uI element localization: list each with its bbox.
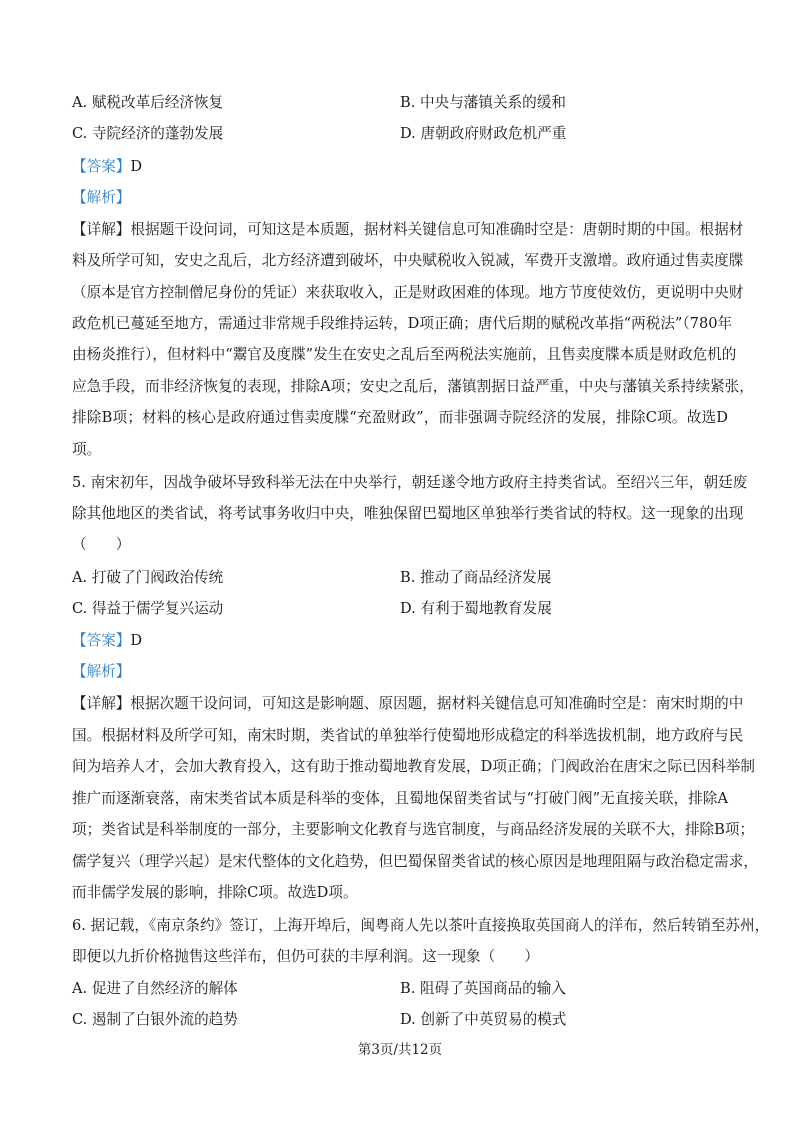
q4-analysis-tag: 【解析】 bbox=[72, 189, 131, 206]
q4-answer bbox=[72, 157, 728, 177]
q6-option-c: C. 遏制了白银外流的趋势 bbox=[72, 1011, 238, 1028]
answer-tag: 【答案】 bbox=[72, 158, 131, 175]
q4-detail-line: 政危机已蔓延至地方，需通过非常规手段维持运转，D项正确；唐代后期的赋税改革指“两税法”（780年 bbox=[72, 315, 733, 332]
answer-value: D bbox=[130, 158, 143, 175]
q5-detail-line: 推广而逐渐衰落，南宋类省试本质是科举的变体，且蜀地保留类省试与“打破门阀”无直接关联，排除A bbox=[72, 790, 728, 807]
q4-detail-line: 由杨炎推行），但材料中“鬻官及度牒”发生在安史之乱后至两税法实施前，且售卖度牒本质是财政危机的 bbox=[72, 346, 737, 363]
q5-stem-line: 除其他地区的类省试，将考试事务收归中央，唯独保留巴蜀地区单独举行类省试的特权。这一现象的出现 bbox=[72, 505, 744, 522]
q5-detail-line bbox=[72, 694, 744, 714]
q4-detail-line: 项。 bbox=[72, 441, 102, 458]
q6-stem-line: 即便以九折价格抛售这些洋布，但仍可获的丰厚利润。这一现象（ ） bbox=[72, 948, 540, 965]
q5-stem-line: 5. 南宋初年，因战争破坏导致科举无法在中央举行，朝廷遂令地方政府主持类省试。至绍兴三年，朝廷废 bbox=[72, 474, 748, 491]
q6-option-a: A. 促进了自然经济的解体 bbox=[72, 980, 238, 997]
detail-text: 根据题干设问词，可知这是本质题，据材料关键信息可知准确时空是：唐朝时期的中国。根据材 bbox=[130, 221, 744, 238]
q4-detail-line: 排除B项；材料的核心是政府通过售卖度牒“充盈财政”，而非强调寺院经济的发展，排除C项。故选D bbox=[72, 409, 728, 426]
answer-tag: 【答案】 bbox=[72, 632, 131, 649]
q5-option-b: B. 推动了商品经济发展 bbox=[400, 569, 552, 586]
q4-detail-line: 应急手段，而非经济恢复的表现，排除A项；安史之乱后，藩镇割据日益严重，中央与藩镇关系持续紧张， bbox=[72, 378, 754, 395]
q5-detail-line: 项；类省试是科举制度的一部分，主要影响文化教育与选官制度，与商品经济发展的关联不大，排除B项； bbox=[72, 821, 755, 838]
answer-value: D bbox=[130, 632, 143, 649]
q5-detail-line: 国。根据材料及所学可知，南宋时期，类省试的单独举行使蜀地形成稳定的科举选拔机制，地方政府与民 bbox=[72, 727, 744, 744]
q5-answer bbox=[72, 631, 728, 651]
detail-tag: 【详解】 bbox=[72, 695, 131, 712]
q5-detail-line: 间为培养人才，会加大教育投入，这有助于推动蜀地教育发展，D项正确；门阀政治在唐宋之际已因科举制 bbox=[72, 758, 756, 775]
q4-option-b: B. 中央与藩镇关系的缓和 bbox=[400, 94, 566, 111]
q4-detail-line bbox=[72, 220, 744, 240]
page-number: 第3页/共12页 bbox=[357, 1042, 443, 1058]
q6-stem-line: 6. 据记载，《南京条约》签订，上海开埠后，闽粤商人先以茶叶直接换取英国商人的洋布，然后转销至苏州， bbox=[72, 917, 770, 934]
q5-stem-line: （ ） bbox=[72, 536, 131, 553]
q4-detail-line: 料及所学可知，安史之乱后，北方经济遭到破坏，中央赋税收入锐减，军费开支激增。政府通过售卖度牒 bbox=[72, 252, 744, 269]
q4-detail-line: （原本是官方控制僧尼身份的凭证）来获取收入，正是财政困难的体现。地方节度使效仿，更说明中央财 bbox=[72, 284, 744, 301]
q5-detail-line: 儒学复兴（理学兴起）是宋代整体的文化趋势，但巴蜀保留类省试的核心原因是地理阻隔与政治稳定需求， bbox=[72, 853, 758, 870]
q4-option-c: C. 寺院经济的蓬勃发展 bbox=[72, 125, 224, 142]
q5-detail-line: 而非儒学发展的影响，排除C项。故选D项。 bbox=[72, 884, 358, 901]
q5-option-c: C. 得益于儒学复兴运动 bbox=[72, 600, 224, 617]
detail-tag: 【详解】 bbox=[72, 221, 131, 238]
detail-text: 根据次题干设问词，可知这是影响题、原因题，据材料关键信息可知准确时空是：南宋时期的中 bbox=[130, 695, 744, 712]
q5-option-d: D. 有利于蜀地教育发展 bbox=[400, 600, 552, 617]
q5-option-a: A. 打破了门阀政治传统 bbox=[72, 569, 224, 586]
q4-option-d: D. 唐朝政府财政危机严重 bbox=[400, 125, 567, 142]
q6-option-d: D. 创新了中英贸易的模式 bbox=[400, 1011, 567, 1028]
q5-analysis-tag: 【解析】 bbox=[72, 663, 131, 680]
q6-option-b: B. 阻碍了英国商品的输入 bbox=[400, 980, 566, 997]
q4-option-a: A. 赋税改革后经济恢复 bbox=[72, 94, 224, 111]
